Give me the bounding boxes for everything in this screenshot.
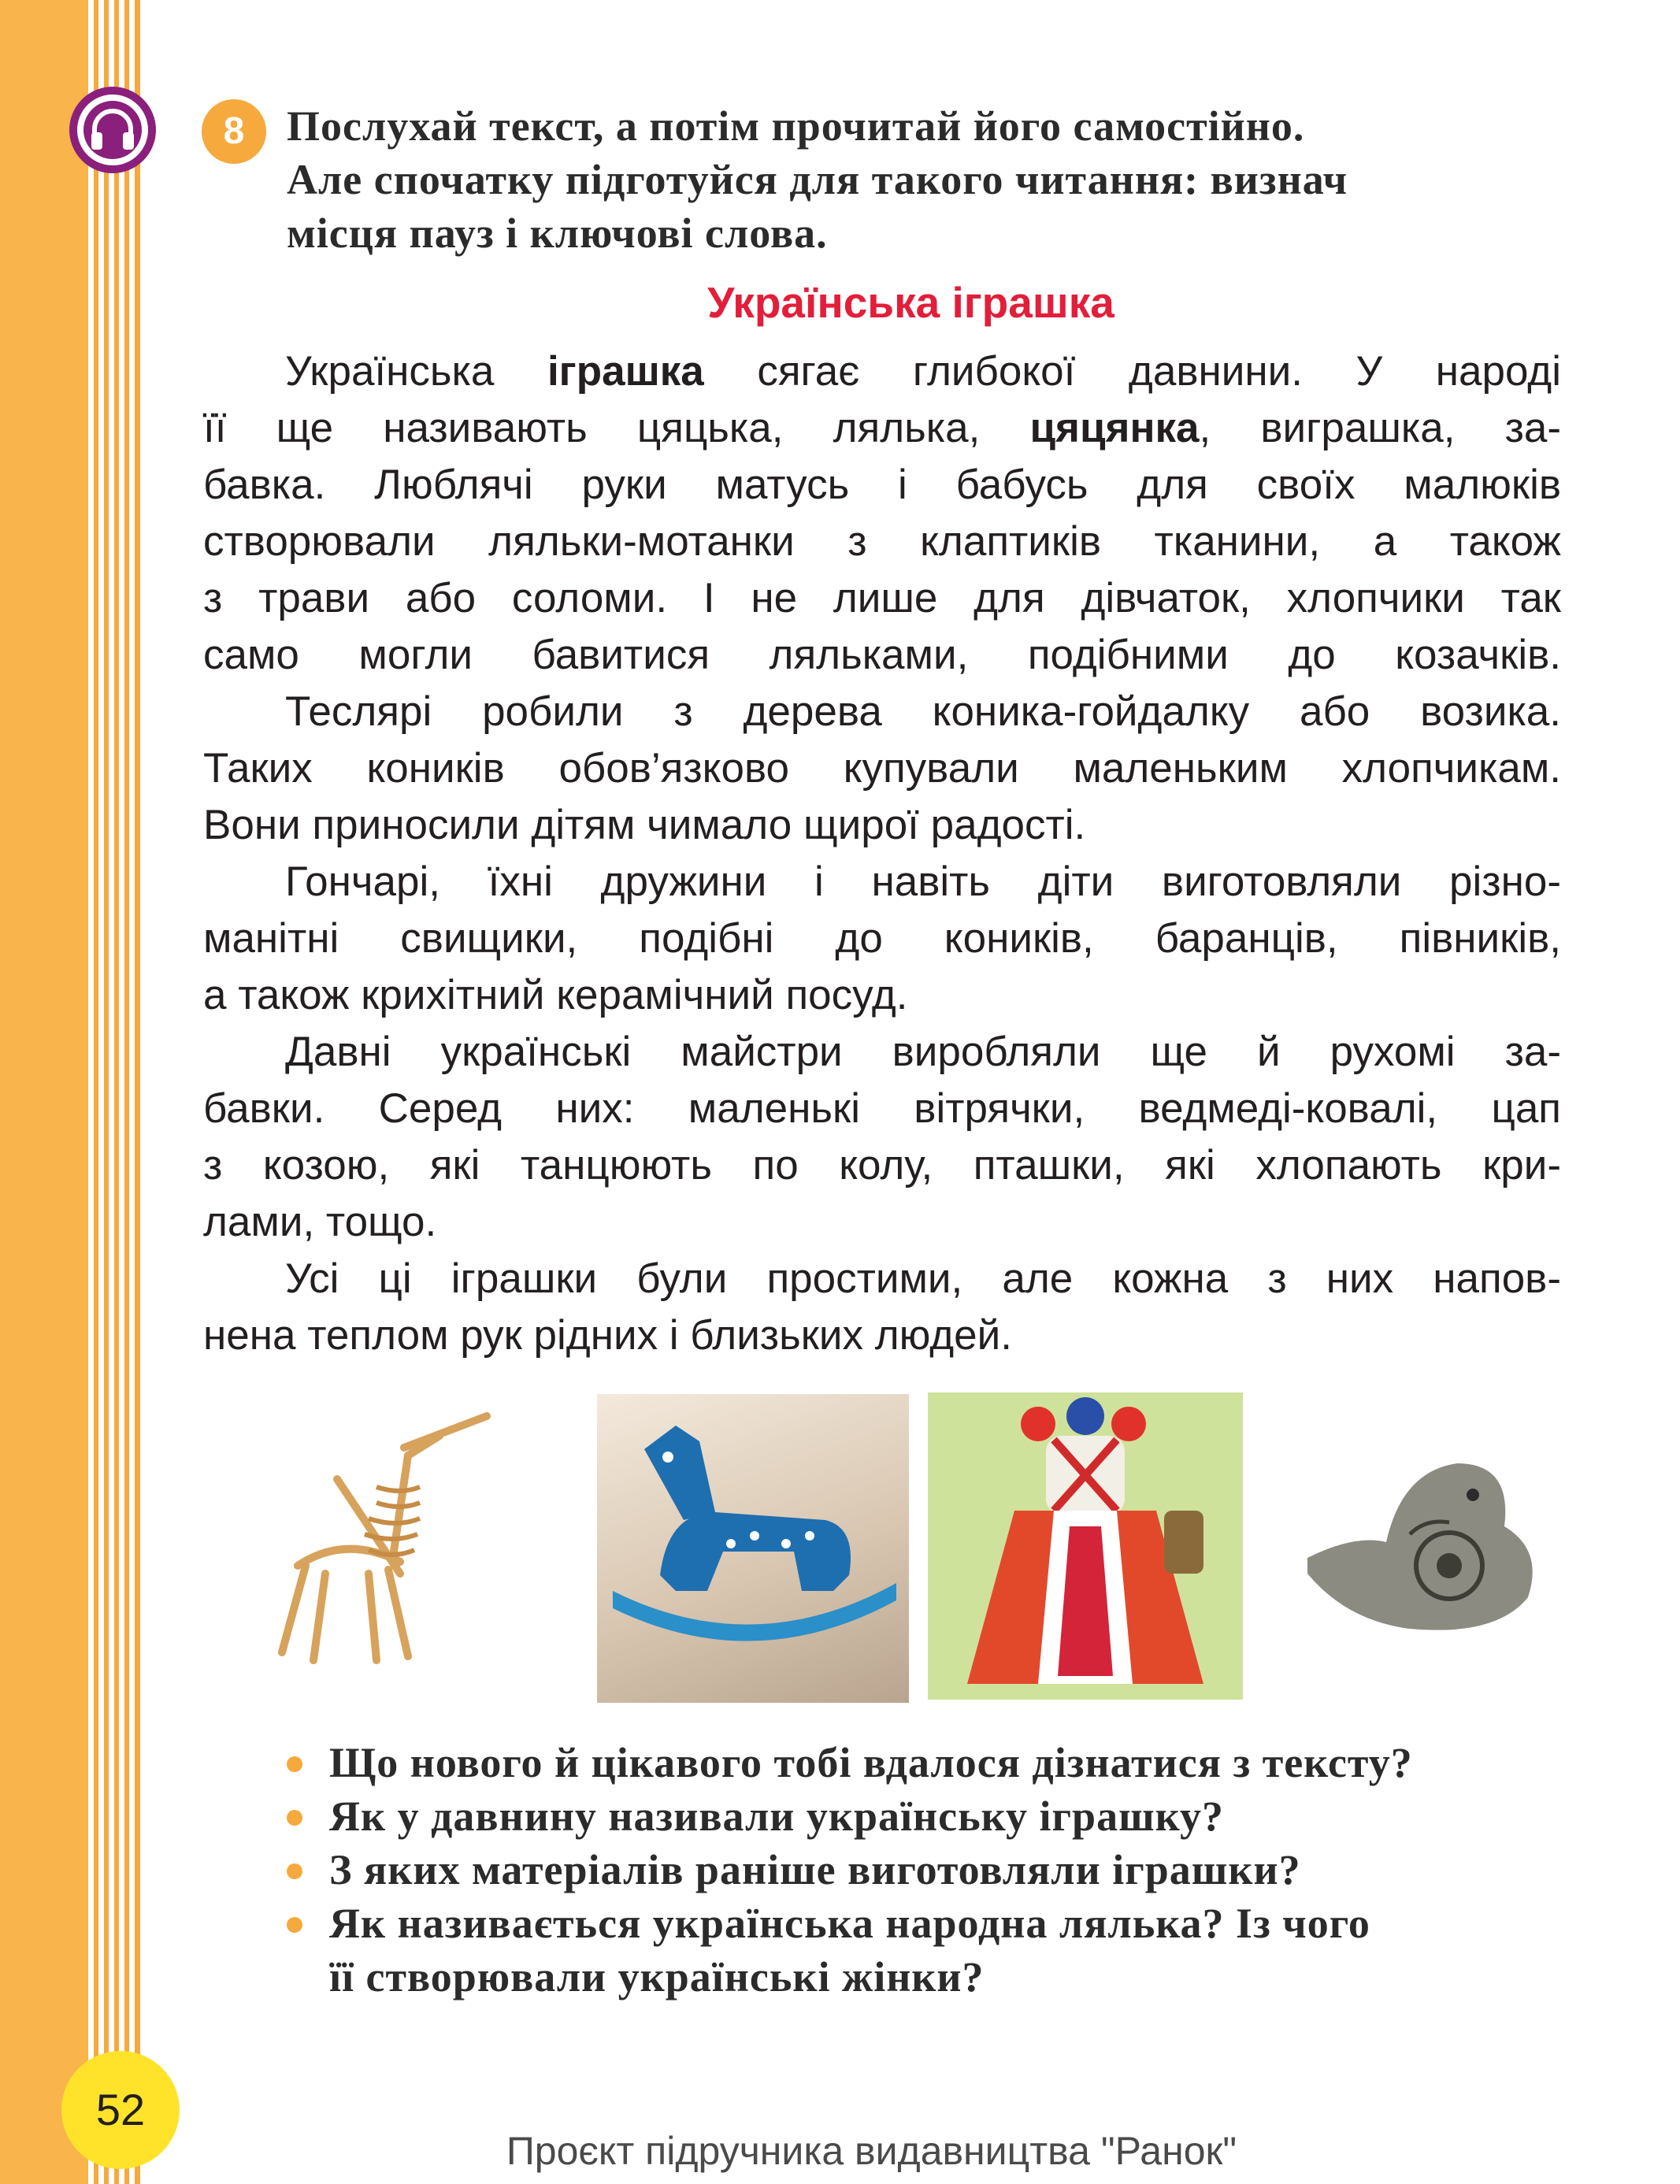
text-line: Гончарі, їхні дружини і навіть діти виготовляли різно- [285, 858, 1561, 905]
text-line: бавки. Серед них: маленькі вітрячки, ведмеді-ковалі, цап [203, 1085, 1561, 1132]
keyword: іграшка [547, 348, 704, 395]
reading-text [203, 343, 1561, 1364]
bullet-icon [287, 1810, 302, 1826]
text-line: з трави або соломи. І не лише для дівчаток, хлопчики так [203, 575, 1561, 621]
publisher-footer: Проєкт підручника видавництва "Ранок" [506, 2129, 1237, 2173]
keyword: цяцянка [1029, 405, 1200, 451]
text-line: Українська іграшка сягає глибокої давнини. У народі [285, 348, 1561, 395]
question-item: Що нового й цікавого тобі вдалося дізнатися з тексту? [284, 1736, 1563, 1789]
instruction-line: Але спочатку підготуйся для такого читання: визнач [287, 156, 1348, 203]
headphones-icon-inner [83, 101, 142, 159]
text-line: Таких коників обов’язково купували маленьким хлопчикам. [203, 745, 1561, 792]
headphones-icon[interactable] [69, 87, 156, 173]
straw-horse-image [250, 1392, 543, 1684]
question-item-continuation: її створювали українські жінки? [329, 1953, 985, 2000]
question-item: Як називається українська народна лялька? Із чого [284, 1897, 1563, 1950]
bullet-icon [287, 1863, 302, 1879]
rocking-horse-image [597, 1394, 909, 1703]
headphones-glyph [83, 101, 142, 159]
text-line: створювали ляльки-мотанки з клаптиків тканини, а також [203, 518, 1561, 565]
instruction-line: Послухай текст, а потім прочитай його самостійно. [287, 102, 1305, 150]
text-line: бавка. Люблячі руки матусь і бабусь для своїх малюків [203, 462, 1561, 508]
bullet-icon [287, 1756, 302, 1772]
instruction-line: місця пауз і ключові слова. [287, 210, 828, 257]
text-line: Давні українські майстри виробляли ще й рухомі за- [285, 1029, 1561, 1075]
text-line: само могли бавитися ляльками, подібними до козачків. [203, 632, 1561, 678]
task-instruction [287, 99, 1563, 260]
bullet-icon [287, 1917, 302, 1933]
text-line: лами, тощо. [203, 1199, 437, 1245]
text-line: Усі ці іграшки були простими, але кожна з них напов- [285, 1255, 1561, 1302]
page-number: 52 [61, 2051, 180, 2169]
text-title: Українська іграшка [707, 278, 1114, 327]
text-line: Вони приносили дітям чимало щирої радості. [203, 802, 1086, 848]
text-line: а також крихітний керамічний посуд. [203, 972, 908, 1018]
question-item: Як у давнину називали українську іграшку? [284, 1789, 1563, 1843]
question-list [284, 1736, 1563, 2004]
text-line: її ще називають цяцька, лялька, цяцянка, виграшка, за- [203, 405, 1562, 451]
task-number-badge: 8 [202, 99, 266, 164]
question-item: З яких матеріалів раніше виготовляли іграшки? [284, 1843, 1563, 1897]
motanka-doll-image [928, 1392, 1243, 1700]
text-line: манітні свищики, подібні до коників, баранців, півників, [203, 915, 1561, 962]
text-line: нена теплом рук рідних і близьких людей. [203, 1312, 1012, 1359]
text-line: з козою, які танцюють по колу, пташки, які хлопають кри- [203, 1142, 1561, 1188]
clay-whistle-bird-image [1292, 1424, 1559, 1660]
text-line: Теслярі робили з дерева коника-гойдалку або возика. [285, 688, 1561, 735]
